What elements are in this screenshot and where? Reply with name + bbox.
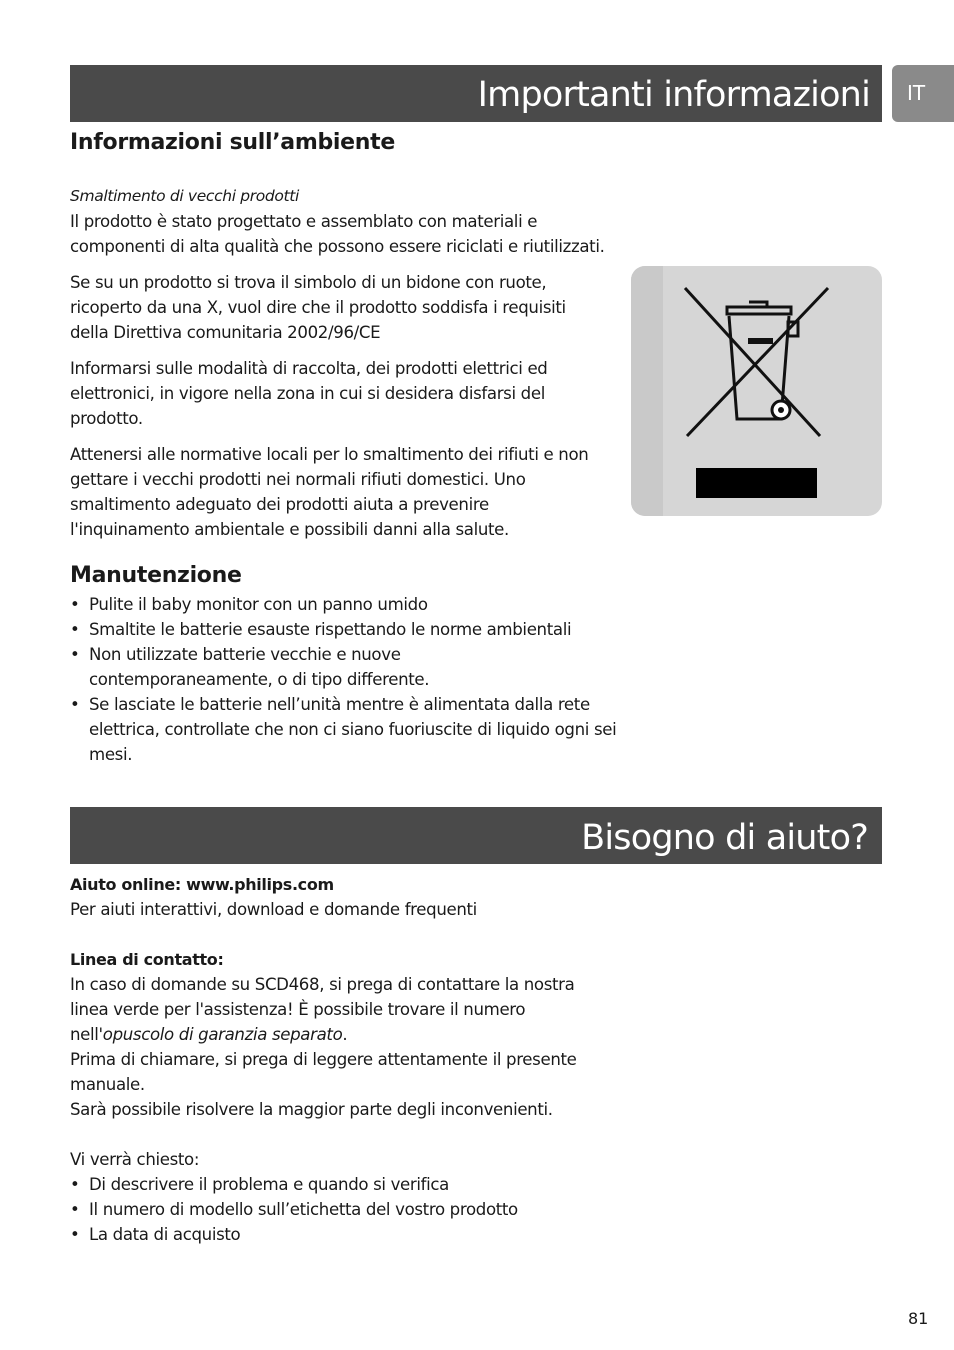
list-item: • Non utilizzate batterie vecchie e nuove contemporaneamente, o di tipo differente. — [70, 642, 489, 692]
ambiente-body — [70, 184, 630, 542]
manutenzione-body — [70, 592, 615, 767]
manutenzione-list — [70, 592, 615, 767]
heading-manutenzione: Manutenzione — [70, 563, 242, 588]
language-tab-label: IT — [907, 81, 926, 105]
list-item: • Smaltite le batterie esauste rispettando le norme ambientali — [70, 617, 615, 642]
contact-text — [70, 972, 610, 1047]
subheading-smaltimento: Smaltimento di vecchi prodotti — [70, 187, 299, 205]
list-item: • Pulite il baby monitor con un panno umido — [70, 592, 615, 617]
ambiente-paragraph-2: Se su un prodotto si trova il simbolo di un bidone con ruote, ricoperto da una X, vuol dire che il prodotto soddisfa i requisiti della Direttiva comunitaria 2002/96/CE — [70, 273, 566, 342]
warranty-booklet-text: opuscolo di garanzia separato — [102, 1025, 343, 1044]
ambiente-paragraph-3: Informarsi sulle modalità di raccolta, dei prodotti elettrici ed elettronici, in vigore nella zona in cui si desidera disfarsi del prodotto. — [70, 359, 548, 428]
online-help-label: Aiuto online: www.philips.com — [70, 875, 334, 894]
heading-ambiente: Informazioni sull’ambiente — [70, 130, 395, 155]
contact-text-read-manual: Prima di chiamare, si prega di leggere attentamente il presente manuale. — [70, 1050, 577, 1094]
contact-text-part-1: In caso di domande su SCD468, si prega di contattare la nostra linea verde per l'assistenza! È possibile trovare il numero nell' — [70, 975, 575, 1044]
section-banner-aiuto — [70, 807, 882, 864]
page-number: 81 — [908, 1309, 929, 1328]
contact-line-label: Linea di contatto: — [70, 950, 224, 969]
asked-label: Vi verrà chiesto: — [70, 1150, 200, 1169]
list-item: • Di descrivere il problema e quando si verifica — [70, 1172, 630, 1197]
ambiente-paragraph-1: Il prodotto è stato progettato e assemblato con materiali e componenti di alta qualità che possono essere riciclati e riutilizzati. — [70, 212, 605, 256]
aiuto-body — [70, 872, 630, 1247]
list-item: • Il numero di modello sull’etichetta del vostro prodotto — [70, 1197, 630, 1222]
online-help-text: Per aiuti interattivi, download e domande frequenti — [70, 900, 477, 919]
asked-list — [70, 1172, 630, 1247]
contact-text-part-2: . — [342, 1025, 348, 1044]
list-item: • La data di acquisto — [70, 1222, 630, 1247]
help-title: Bisogno di aiuto? — [581, 818, 868, 858]
ambiente-paragraph-4: Attenersi alle normative locali per lo smaltimento dei rifiuti e non gettare i vecchi prodotti nei normali rifiuti domestici. Uno smaltimento adeguato dei prodotti aiuta a prevenire l'inquinamento ambientale e possibili danni alla salute. — [70, 445, 589, 539]
weee-symbol-panel — [631, 266, 882, 516]
list-item: • Se lasciate le batterie nell’unità mentre è alimentata dalla rete elettrica, controllate che non ci siano fuoriuscite di liquido ogni sei mesi. — [70, 692, 624, 767]
page-title: Importanti informazioni — [477, 75, 870, 115]
contact-text-solve: Sarà possibile risolvere la maggior parte degli inconvenienti. — [70, 1100, 553, 1119]
section-banner-importanti — [70, 65, 882, 122]
crossed-out-bin-icon — [631, 266, 882, 516]
language-tab — [892, 65, 954, 122]
